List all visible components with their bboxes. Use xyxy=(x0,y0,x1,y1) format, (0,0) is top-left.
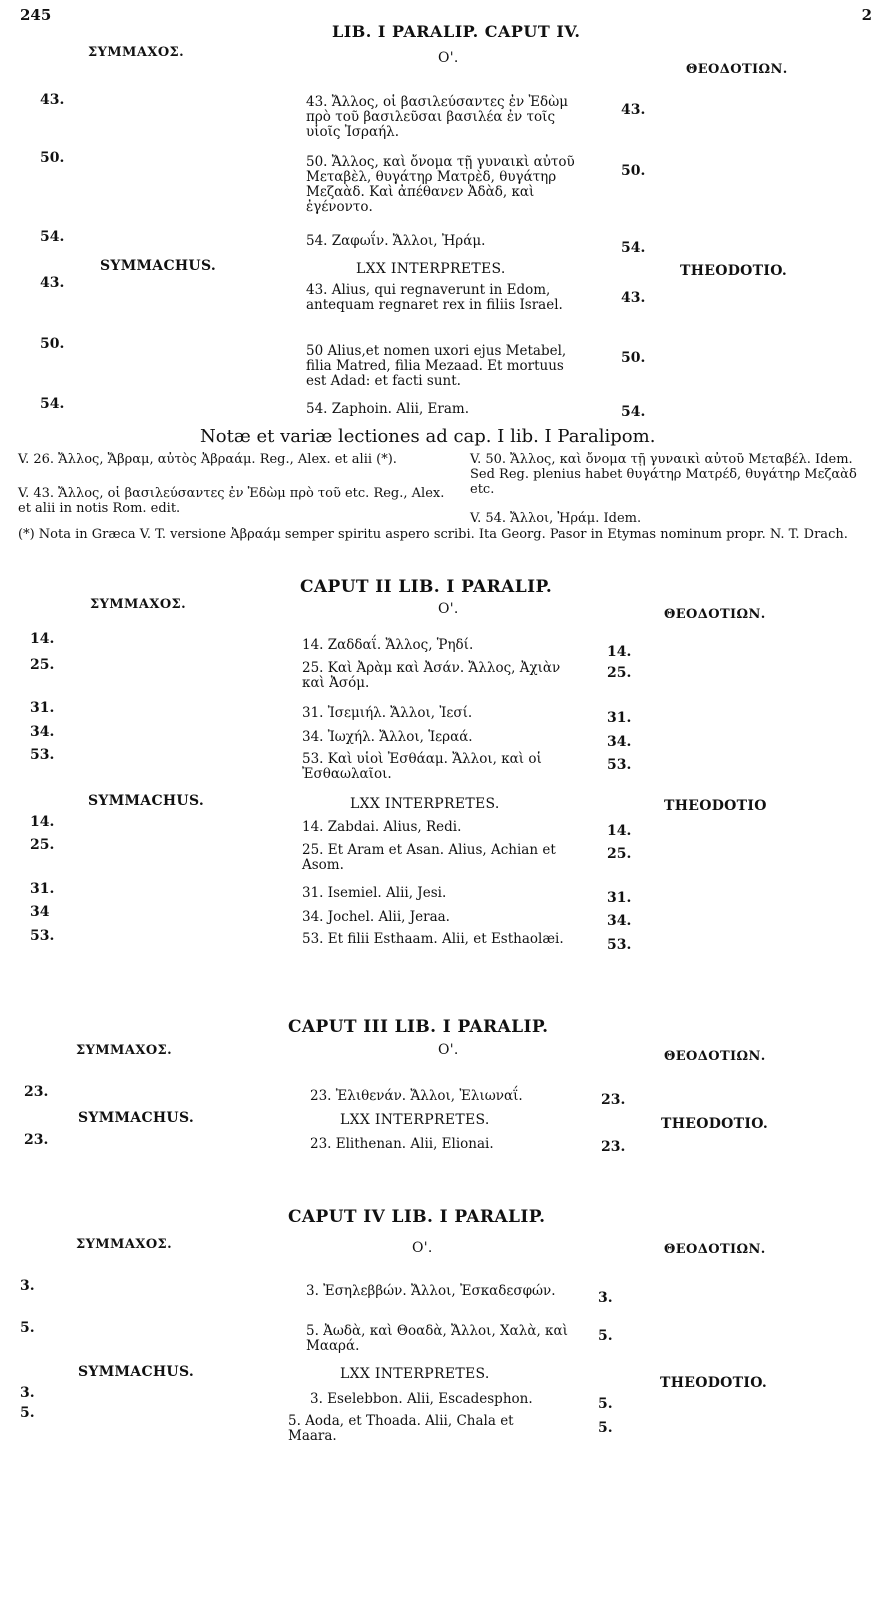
greek-entry: 31. Ἰσεμιήλ. Ἄλλοι, Ἰεσί. xyxy=(302,705,473,721)
theodotio-latin-heading: THEODOTIO. xyxy=(661,1116,769,1132)
symmachus-greek-heading: ΣΥΜΜΑΧΟΣ. xyxy=(76,1043,173,1058)
greek-entry: 3. Ἐσηλεββών. Ἄλλοι, Ἐσκαδεσφών. xyxy=(306,1283,556,1299)
verse-number: 14. xyxy=(607,644,632,660)
theodotion-greek-heading: ΘΕΟΔΟΤΙΩΝ. xyxy=(686,62,788,77)
verse-number: 25. xyxy=(30,657,55,673)
septuagint-greek-heading: Ο'. xyxy=(412,1240,433,1256)
greek-entry: 25. Καὶ Ἀρὰμ καὶ Ἀσάν. Ἄλλος, Ἀχιὰν καὶ Ἀσόμ. xyxy=(302,660,561,691)
latin-entry: 53. Et filii Esthaam. Alii, et Esthaolæi. xyxy=(302,931,564,947)
symmachus-greek-heading: ΣΥΜΜΑΧΟΣ. xyxy=(88,45,185,60)
symmachus-latin-heading: SYMMACHUS. xyxy=(78,1364,195,1380)
verse-number: 34. xyxy=(30,724,55,740)
verse-number: 34 xyxy=(30,904,50,920)
greek-entry: 34. Ἰωχήλ. Ἄλλοι, Ἱεραά. xyxy=(302,729,473,745)
greek-entry: 43. Ἄλλος, οἱ βασιλεύσαντες ἐν Ἐδὼμ πρὸ τοῦ βασιλεῦσαι βασιλέα ἐν τοῖς υἱοῖς Ἰσραήλ. xyxy=(306,94,568,140)
verse-number: 43. xyxy=(40,275,65,291)
greek-entry: 14. Ζαδδαΐ. Ἄλλος, Ῥηδί. xyxy=(302,637,474,653)
theodotio-latin-heading: THEODOTIO. xyxy=(680,263,788,279)
verse-number: 43. xyxy=(621,290,646,306)
verse-number: 25. xyxy=(607,846,632,862)
verse-number: 5. xyxy=(20,1320,35,1336)
verse-number: 34. xyxy=(607,913,632,929)
latin-entry: 43. Alius, qui regnaverunt in Edom, antequam regnaret rex in filiis Israel. xyxy=(306,282,563,313)
verse-number: 14. xyxy=(30,631,55,647)
verse-number: 31. xyxy=(30,881,55,897)
verse-number: 5. xyxy=(598,1328,613,1344)
greek-entry: 53. Καὶ υἱοὶ Ἐσθάαμ. Ἄλλοι, καὶ οἱ Ἐσθαωλαῖοι. xyxy=(302,751,542,782)
page-number-right: 2 xyxy=(861,6,872,24)
septuagint-greek-heading: Ο'. xyxy=(438,50,459,66)
verse-number: 23. xyxy=(24,1084,49,1100)
verse-number: 31. xyxy=(607,710,632,726)
verse-number: 54. xyxy=(40,396,65,412)
septuagint-greek-heading: Ο'. xyxy=(438,601,459,617)
greek-entry: 50. Ἄλλος, καὶ ὄνομα τῇ γυναικὶ αὐτοῦ Μεταβὲλ, θυγάτηρ Ματρὲδ, θυγάτηρ Μεζαὰδ. Καὶ ἀπέθανεν Ἀδὰδ, καὶ ἐγένοντο. xyxy=(306,154,575,215)
verse-number: 3. xyxy=(598,1290,613,1306)
latin-entry: 54. Zaphoin. Alii, Eram. xyxy=(306,401,469,417)
verse-number: 50. xyxy=(621,163,646,179)
greek-entry: 23. Ἐλιθενάν. Ἄλλοι, Ἐλιωναΐ. xyxy=(310,1088,523,1104)
verse-number: 53. xyxy=(607,757,632,773)
latin-entry: 31. Isemiel. Alii, Jesi. xyxy=(302,885,447,901)
theodotio-latin-heading: THEODOTIO. xyxy=(660,1375,768,1391)
verse-number: 34. xyxy=(607,734,632,750)
latin-entry: 23. Elithenan. Alii, Elionai. xyxy=(310,1136,494,1152)
note-entry: V. 54. Ἄλλοι, Ἠράμ. Idem. xyxy=(470,511,642,526)
theodotion-greek-heading: ΘΕΟΔΟΤΙΩΝ. xyxy=(664,1242,766,1257)
chapter-heading: CAPUT III LIB. I PARALIP. xyxy=(288,1017,549,1037)
theodotion-greek-heading: ΘΕΟΔΟΤΙΩΝ. xyxy=(664,1049,766,1064)
verse-number: 5. xyxy=(20,1405,35,1421)
greek-entry: 5. Ἀωδὰ, καὶ Θοαδὰ, Ἄλλοι, Χαλὰ, καὶ Μααρά. xyxy=(306,1323,568,1354)
verse-number: 53. xyxy=(607,937,632,953)
latin-entry: 5. Aoda, et Thoada. Alii, Chala et Maara. xyxy=(288,1413,514,1444)
lxx-latin-heading: LXX INTERPRETES. xyxy=(340,1366,490,1382)
symmachus-latin-heading: SYMMACHUS. xyxy=(78,1110,195,1126)
verse-number: 14. xyxy=(30,814,55,830)
note-entry: V. 50. Ἄλλος, καὶ ὄνομα τῇ γυναικὶ αὐτοῦ Μεταβέλ. Idem. Sed Reg. plenius habet θυγάτηρ Ματρέδ, θυγάτηρ Μεζαὰδ etc. xyxy=(470,452,857,497)
verse-number: 23. xyxy=(601,1092,626,1108)
verse-number: 53. xyxy=(30,747,55,763)
verse-number: 23. xyxy=(601,1139,626,1155)
theodotion-greek-heading: ΘΕΟΔΟΤΙΩΝ. xyxy=(664,607,766,622)
verse-number: 54. xyxy=(621,404,646,420)
verse-number: 25. xyxy=(607,665,632,681)
verse-number: 43. xyxy=(621,102,646,118)
verse-number: 53. xyxy=(30,928,55,944)
verse-number: 31. xyxy=(30,700,55,716)
symmachus-latin-heading: SYMMACHUS. xyxy=(88,793,205,809)
theodotio-latin-heading: THEODOTIO xyxy=(664,798,767,814)
verse-number: 50. xyxy=(621,350,646,366)
page-number-left: 245 xyxy=(20,6,52,24)
note-entry: V. 26. Ἄλλος, Ἄβραμ, αὐτὸς Ἀβραάμ. Reg., Alex. et alii (*). xyxy=(18,452,397,467)
lxx-latin-heading: LXX INTERPRETES. xyxy=(350,796,500,812)
lxx-latin-heading: LXX INTERPRETES. xyxy=(340,1112,490,1128)
chapter-heading: CAPUT IV LIB. I PARALIP. xyxy=(288,1207,546,1227)
verse-number: 5. xyxy=(598,1420,613,1436)
verse-number: 54. xyxy=(621,240,646,256)
verse-number: 43. xyxy=(40,92,65,108)
chapter-heading: CAPUT II LIB. I PARALIP. xyxy=(300,577,553,597)
latin-entry: 34. Jochel. Alii, Jeraa. xyxy=(302,909,450,925)
verse-number: 3. xyxy=(20,1278,35,1294)
lxx-latin-heading: LXX INTERPRETES. xyxy=(356,261,506,277)
footnote: (*) Nota in Græca V. T. versione Ἀβραάμ semper spiritu aspero scribi. Ita Georg. Pasor in Etymas nominum propr. N. T. Drach. xyxy=(18,527,848,542)
symmachus-greek-heading: ΣΥΜΜΑΧΟΣ. xyxy=(90,597,187,612)
verse-number: 14. xyxy=(607,823,632,839)
verse-number: 23. xyxy=(24,1132,49,1148)
verse-number: 54. xyxy=(40,229,65,245)
septuagint-greek-heading: Ο'. xyxy=(438,1042,459,1058)
latin-entry: 50 Alius,et nomen uxori ejus Metabel, filia Matred, filia Mezaad. Et mortuus est Adad: et facti sunt. xyxy=(306,343,567,389)
note-entry: V. 43. Ἄλλος, οἱ βασιλεύσαντες ἐν Ἐδὼμ πρὸ τοῦ etc. Reg., Alex. et alii in notis Rom. edit. xyxy=(18,486,445,516)
verse-number: 31. xyxy=(607,890,632,906)
verse-number: 25. xyxy=(30,837,55,853)
latin-entry: 3. Eselebbon. Alii, Escadesphon. xyxy=(310,1391,533,1407)
running-head: LIB. I PARALIP. CAPUT IV. xyxy=(332,22,581,41)
latin-entry: 14. Zabdai. Alius, Redi. xyxy=(302,819,462,835)
verse-number: 50. xyxy=(40,150,65,166)
verse-number: 50. xyxy=(40,336,65,352)
verse-number: 3. xyxy=(20,1385,35,1401)
verse-number: 5. xyxy=(598,1396,613,1412)
latin-entry: 25. Et Aram et Asan. Alius, Achian et Asom. xyxy=(302,842,556,873)
symmachus-latin-heading: SYMMACHUS. xyxy=(100,258,217,274)
greek-entry: 54. Ζαφωΐν. Ἄλλοι, Ἠράμ. xyxy=(306,233,486,249)
symmachus-greek-heading: ΣΥΜΜΑΧΟΣ. xyxy=(76,1237,173,1252)
notes-title: Notæ et variæ lectiones ad cap. I lib. I Paralipom. xyxy=(200,426,656,447)
